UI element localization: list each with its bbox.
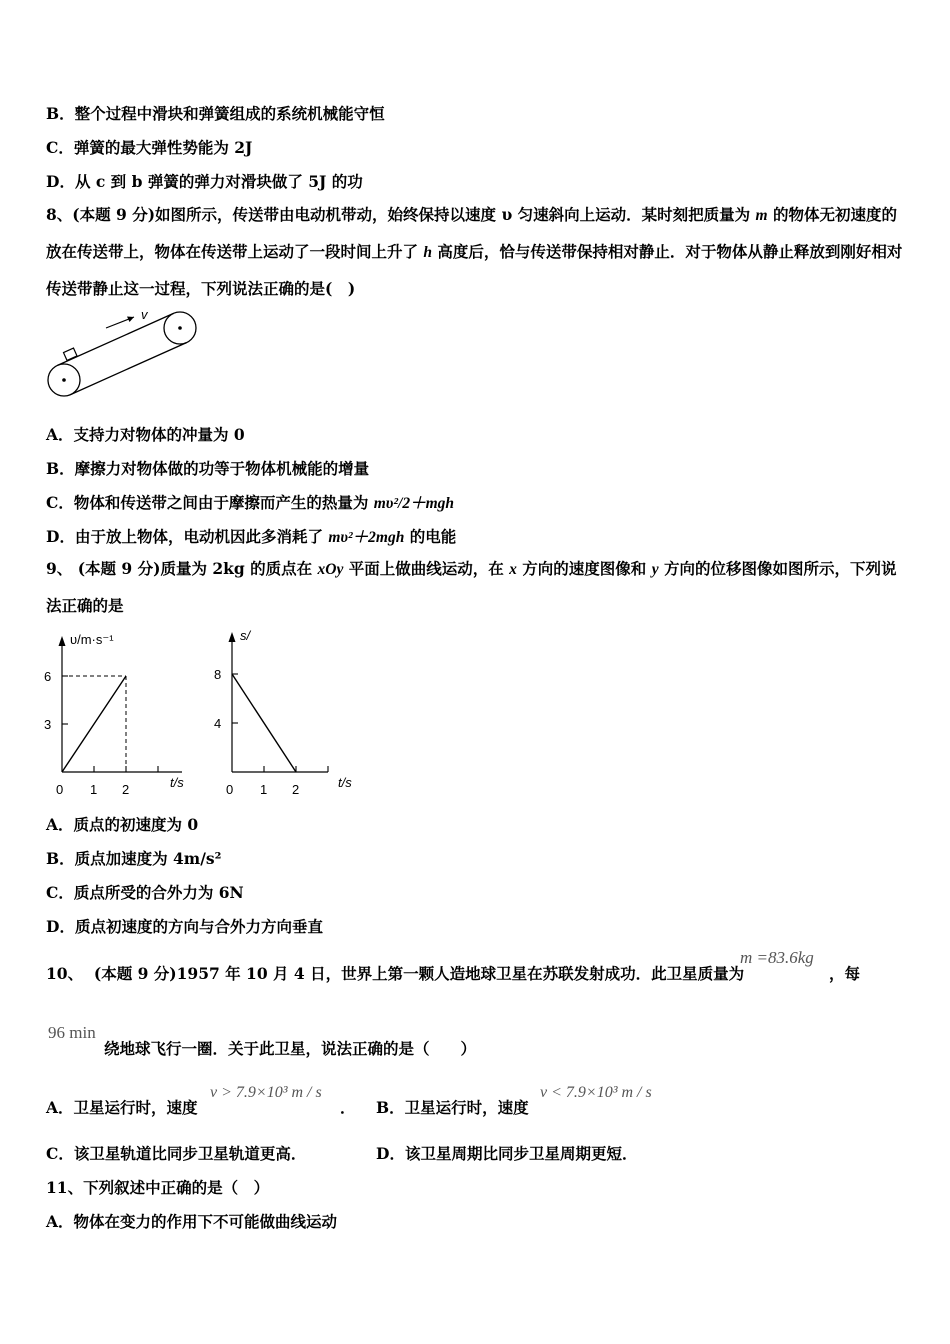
y-axis-label: s/ xyxy=(240,628,251,643)
x-axis-label: t/s xyxy=(338,775,352,790)
question-score: (本题 9 分) xyxy=(77,559,161,578)
q8-option-d: D．由于放上物体，电动机因此多消耗了 mυ²＋2mgh 的电能 xyxy=(46,527,457,546)
question-score: (本题 9 分) xyxy=(93,964,177,983)
option-label: D． xyxy=(46,172,75,191)
q9-option-a: A．质点的初速度为 0 xyxy=(46,815,199,834)
q11-option-a: A．物体在变力的作用下不可能做曲线运动 xyxy=(46,1212,338,1231)
y-tick-label: 4 xyxy=(214,716,222,731)
q8-option-a: A．支持力对物体的冲量为 0 xyxy=(46,425,245,444)
conveyor-belt-figure xyxy=(44,308,204,402)
y-axis-arrow xyxy=(59,636,66,646)
q10-option-b: B．卫星运行时，速度 xyxy=(376,1098,529,1117)
q7-option-d xyxy=(46,170,363,192)
q11-stem: 11、下列叙述中正确的是（ ） xyxy=(46,1178,270,1197)
y-axis-arrow xyxy=(229,632,236,642)
q10-option-a-end: ． xyxy=(340,1098,356,1117)
q10-stem-tail: ，每 xyxy=(829,964,861,983)
q10-option-b-formula: v < 7.9×10³ m / s xyxy=(540,1084,652,1101)
option-text: 弹簧的最大弹性势能为 2J xyxy=(73,138,253,157)
series-line xyxy=(62,676,126,772)
q9-option-b: B．质点加速度为 4m/s² xyxy=(46,849,222,868)
option-label: B． xyxy=(46,104,75,123)
belt-bottom xyxy=(71,343,187,395)
x-tick-label: 0 xyxy=(226,782,234,797)
question-number: 8、 xyxy=(46,205,73,224)
lower-pulley-axle xyxy=(62,378,66,382)
q8-stem: 8、(本题 9 分)如图所示，传送带由电动机带动，始终保持以速度 υ 匀速斜向上运动．某时刻把质量为 m 的物体无初速度的放在传送带上，物体在传送带上运动了一段时间上升了 h 高度后，恰与传送带保持相对静止．对于物体从静止释放到刚好相对传送带静止这一过程，下列说法正确的是( ) xyxy=(46,205,903,298)
velocity-time-chart xyxy=(40,622,210,800)
displacement-time-chart xyxy=(210,622,370,800)
q10-option-a-formula: v > 7.9×10³ m / s xyxy=(210,1084,322,1101)
q7-option-c xyxy=(46,136,252,158)
option-text: 整个过程中滑块和弹簧组成的系统机械能守恒 xyxy=(74,104,385,123)
x-tick-label: 2 xyxy=(122,782,130,797)
x-tick-label: 1 xyxy=(260,782,268,797)
q10-stem-line2: 绕地球飞行一圈．关于此卫星，说法正确的是（ ） xyxy=(104,1039,477,1058)
q10-option-c: C．该卫星轨道比同步卫星轨道更高． xyxy=(46,1144,307,1163)
q8-option-b: B．摩擦力对物体做的功等于物体机械能的增量 xyxy=(46,459,370,478)
question-number: 9、 xyxy=(46,559,73,578)
series-line xyxy=(232,674,296,772)
period-formula: 96 min xyxy=(48,1023,96,1042)
y-tick-label: 8 xyxy=(214,667,222,682)
x-tick-label: 0 xyxy=(56,782,64,797)
x-axis-label: t/s xyxy=(170,775,184,790)
y-tick-label: 6 xyxy=(44,669,52,684)
y-tick-label: 3 xyxy=(44,717,52,732)
belt-top xyxy=(58,313,174,365)
mass-formula: m =83.6kg xyxy=(740,948,814,967)
x-tick-label: 2 xyxy=(292,782,300,797)
option-label: C． xyxy=(46,138,74,157)
x-tick-label: 1 xyxy=(90,782,98,797)
q10-option-a: A．卫星运行时，速度 xyxy=(46,1098,198,1117)
option-text: 从 c 到 b 弹簧的弹力对滑块做了 5J 的功 xyxy=(74,172,363,191)
y-axis-label: υ/m·s⁻¹ xyxy=(70,632,114,647)
q9-option-c: C．质点所受的合外力为 6N xyxy=(46,883,244,902)
q7-option-b xyxy=(46,102,385,124)
upper-pulley-axle xyxy=(178,326,182,330)
q10-stem-line1: 10、 (本题 9 分)1957 年 10 月 4 日，世界上第一颗人造地球卫星在苏联发射成功．此卫星质量为 xyxy=(46,964,745,983)
question-score: (本题 9 分) xyxy=(72,205,156,224)
question-number: 10、 xyxy=(46,964,84,983)
q9-option-d: D．质点初速度的方向与合外力方向垂直 xyxy=(46,917,323,936)
q9-stem: 9、 (本题 9 分)质量为 2kg 的质点在 xOy 平面上做曲线运动，在 x 方向的速度图像和 y 方向的位移图像如图所示，下列说法正确的是 xyxy=(46,559,897,615)
velocity-label: v xyxy=(141,308,148,322)
block-on-belt xyxy=(64,348,78,360)
q8-option-c: C．物体和传送带之间由于摩擦而产生的热量为 mυ²/2＋mgh xyxy=(46,493,455,512)
q10-option-d: D．该卫星周期比同步卫星周期更短． xyxy=(376,1144,638,1163)
